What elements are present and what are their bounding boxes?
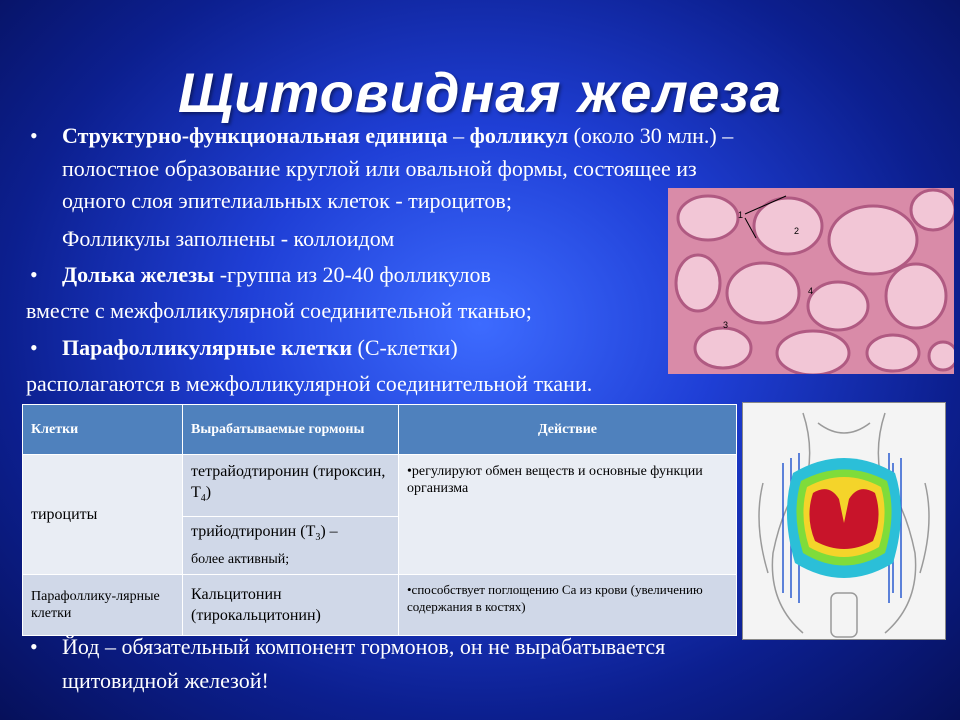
hormone-note: более активный; [191, 552, 290, 568]
header-hormones: Вырабатываемые гормоны [183, 405, 399, 455]
text-line: полостное образование круглой или овальной формы, состоящее из [62, 156, 697, 181]
hormone-subscript: 3 [315, 532, 321, 544]
table-header-row [23, 405, 737, 455]
dash: – [447, 123, 470, 148]
header-cells: Клетки [23, 405, 183, 455]
table-row [23, 455, 737, 517]
text-line [62, 121, 733, 151]
text-line: щитовидной железой! [62, 668, 269, 693]
cell-parafollicular: Парафоллику-лярные клетки [23, 575, 183, 636]
cell-hormone-calcitonin: Кальцитонин (тирокальцитонин) [183, 575, 399, 636]
term-structural-unit: Структурно-функциональная единица [62, 123, 448, 148]
histology-label-4: 4 [808, 286, 814, 296]
hormone-text: тетрайодтиронин (тироксин, Т [191, 463, 386, 502]
table-row [23, 575, 737, 636]
term-lobule: Долька железы [62, 262, 215, 287]
cell-action-calcitonin: •способствует поглощению Са из крови (увеличению содержания в костях) [399, 575, 737, 636]
cell-action-thyrocytes: •регулируют обмен веществ и основные функции организма [399, 455, 737, 575]
thyroid-scan-drawing [743, 403, 945, 639]
histology-drawing [668, 188, 954, 374]
text-line: Фолликулы заполнены - коллоидом [62, 226, 395, 251]
term-follicle: фолликул [469, 123, 569, 148]
term-parafollicular: Парафолликулярные клетки [62, 335, 352, 360]
hormone-subscript: 4 [200, 493, 206, 505]
bullet-marker: • [30, 634, 38, 659]
histology-label-2: 2 [794, 226, 800, 236]
slide-title: Щитовидная железа [177, 61, 782, 124]
bullet-marker: • [30, 123, 38, 148]
header-action: Действие [399, 405, 737, 455]
histology-label-3: 3 [723, 320, 729, 330]
hormone-text: ) – [320, 522, 338, 540]
text-line [62, 260, 491, 290]
text-line: располагаются в межфолликулярной соединительной ткани. [26, 371, 593, 396]
cell-thyrocytes: тироциты [23, 455, 183, 575]
text-line [62, 333, 458, 363]
cell-hormone-t3 [183, 517, 399, 575]
hormone-text: трийодтиронин (Т [191, 522, 316, 540]
thyroid-scan-image [742, 402, 946, 640]
text-line: вместе с межфолликулярной соединительной тканью; [26, 298, 532, 323]
cell-hormone-t4 [183, 455, 399, 517]
bullet-marker: • [30, 262, 38, 287]
text-line: одного слоя эпителиальных клеток - тироцитов; [62, 188, 512, 213]
text-span: (около 30 млн.) – [568, 123, 734, 148]
follicle-histology-image [668, 188, 954, 374]
bullet-marker: • [30, 335, 38, 360]
histology-label-1: 1 [738, 210, 744, 220]
text-span: -группа из 20-40 фолликулов [214, 262, 491, 287]
hormone-text: ) [205, 484, 212, 502]
text-line: Йод – обязательный компонент гормонов, он не вырабатывается [62, 634, 666, 659]
text-span: (С-клетки) [352, 335, 458, 360]
hormones-table [22, 404, 737, 636]
